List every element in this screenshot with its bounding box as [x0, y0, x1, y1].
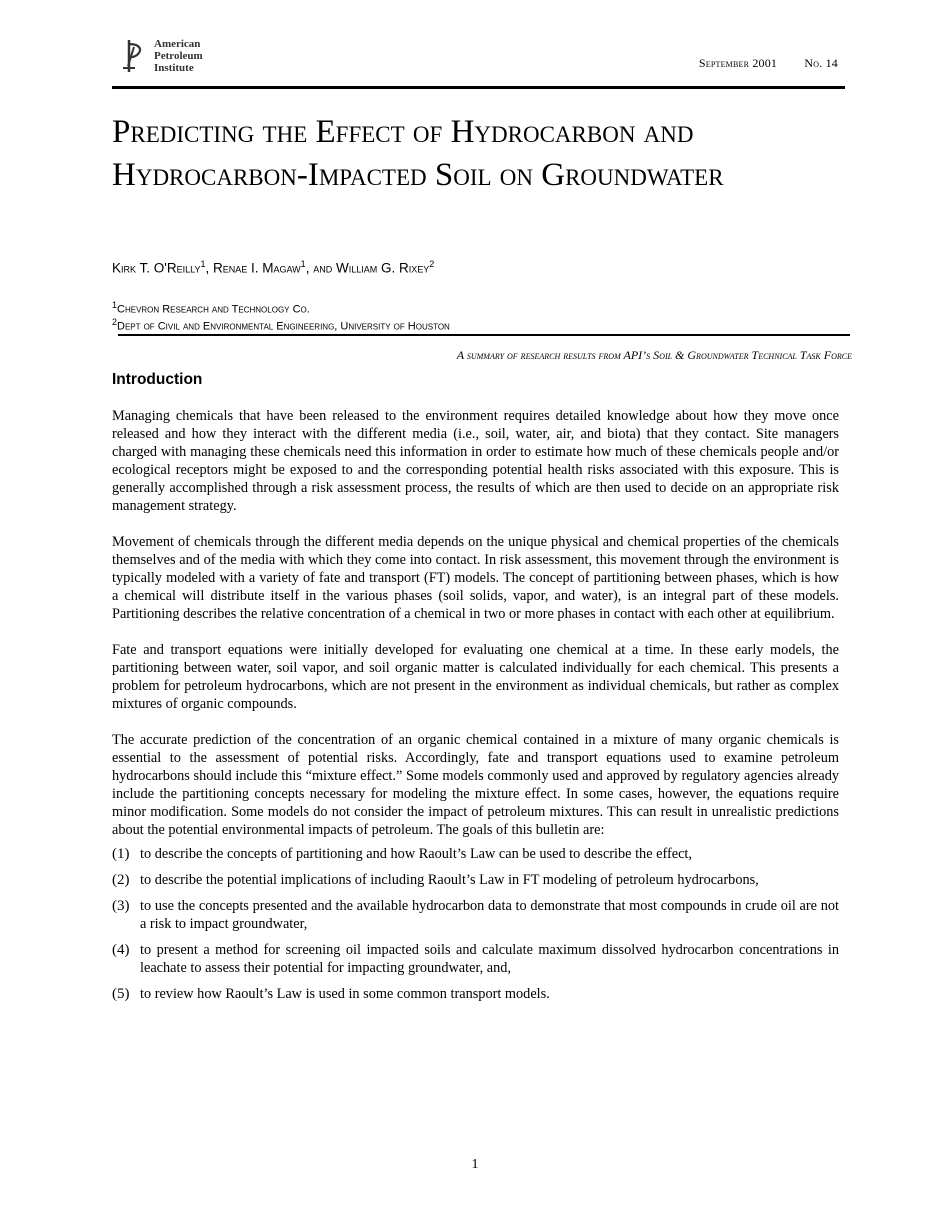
goal-item: [112, 845, 839, 863]
goal-item: [112, 871, 839, 889]
goal-item: [112, 985, 839, 1003]
goals-list: [112, 845, 839, 1003]
author-affiliation-mark: 2: [429, 259, 435, 269]
author-name: Renae I. Magaw: [212, 260, 301, 276]
goal-number: (1): [112, 846, 130, 862]
page-number: 1: [471, 1157, 479, 1172]
header-rule: [112, 86, 845, 89]
goal-text: to use the concepts presented and the available hydrocarbon data to demonstrate that most compounds in crude oil are not a risk to impact groundwater,: [140, 898, 839, 932]
goal-text: to review how Raoult’s Law is used in some common transport models.: [140, 986, 550, 1002]
header-meta: [699, 56, 838, 71]
affiliation-rule: [118, 334, 850, 336]
logo-text: [154, 38, 203, 74]
goal-text: to present a method for screening oil impacted soils and calculate maximum dissolved hydrocarbon concentrations in leachate to assess their potential for impacting groundwater, and,: [140, 942, 839, 976]
affiliation: [112, 317, 450, 333]
goal-item: [112, 941, 839, 977]
body-text: [112, 407, 839, 1011]
author-name: Kirk T. O'Reilly: [112, 260, 201, 276]
affiliation-text: Dept of Civil and Environmental Engineering, University of Houston: [117, 320, 450, 333]
api-logo-icon: [120, 38, 146, 74]
affiliation-mark: 1: [112, 300, 118, 310]
api-logo: [120, 38, 203, 74]
author-list: [112, 259, 434, 276]
paragraph: Movement of chemicals through the different media depends on the unique physical and chemical properties of the chemicals themselves and of the media with which they come into contact. In risk assessment, this movement through the environment is typically modeled with a variety of fate and transport (FT) models. The concept of partitioning between phases, which is how a chemical will distribute itself in the various phases (soil solids, vapor, and water), is an integral part of these models. Partitioning describes the relative concentration of a chemical in two or more phases in contact with each other at equilibrium.: [112, 534, 839, 622]
document-title: Predicting the Effect of Hydrocarbon and Hydrocarbon-Impacted Soil on Groundwater: [112, 114, 724, 193]
goal-number: (3): [112, 898, 130, 914]
author-name: William G. Rixey: [335, 260, 430, 276]
author-separator: , and: [305, 260, 336, 276]
paragraph: The accurate prediction of the concentration of an organic chemical contained in a mixture of many organic chemicals is essential to the assessment of potential risks. Accordingly, fate and transport equations used to examine petroleum hydrocarbons should include this “mixture effect.” Some models commonly used and approved by regulatory agencies already include the partitioning concepts necessary for modeling the mixture effect. In some cases, however, the equations require minor modification. Some models do not consider the impact of petroleum mixtures. This can result in unrealistic predictions about the potential environmental impacts of petroleum. The goals of this bulletin are:: [112, 732, 839, 838]
goal-number: (2): [112, 872, 130, 888]
author-affiliation-mark: 1: [300, 259, 306, 269]
goal-item: [112, 897, 839, 933]
author-affiliation-mark: 1: [200, 259, 206, 269]
summary-line: A summary of research results from API’s Soil & Groundwater Technical Task Force: [456, 348, 852, 362]
affiliation-text: Chevron Research and Technology Co.: [117, 303, 310, 316]
affiliation: [112, 300, 310, 316]
issue-date: September 2001: [698, 56, 778, 70]
section-heading: Introduction: [112, 371, 203, 388]
goal-text: to describe the potential implications of including Raoult’s Law in FT modeling of petroleum hydrocarbons,: [140, 872, 759, 888]
affiliation-mark: 2: [112, 317, 118, 327]
goal-number: (5): [112, 986, 130, 1002]
logo-line: Petroleum: [154, 50, 203, 62]
logo-line: American: [154, 38, 201, 50]
issue-number: No. 14: [804, 56, 838, 70]
logo-line: Institute: [154, 62, 194, 74]
goal-number: (4): [112, 942, 130, 958]
author-separator: ,: [205, 260, 213, 276]
paragraph: Managing chemicals that have been released to the environment requires detailed knowledge about how they move once released and how they interact with the different media (i.e., soil, water, air, and biota) that they contact. Site managers charged with managing these chemicals need this information in order to estimate how much of these chemicals people and/or ecological receptors might be exposed to and the corresponding potential health risks associated with this exposure. This is generally accomplished through a risk assessment process, the results of which are then used to decide on an appropriate risk management strategy.: [112, 408, 839, 514]
goal-text: to describe the concepts of partitioning and how Raoult’s Law can be used to describe the effect,: [140, 846, 692, 862]
paragraph: Fate and transport equations were initially developed for evaluating one chemical at a time. In these early models, the partitioning between water, soil vapor, and soil organic matter is calculated individually for each chemical. This presents a problem for petroleum hydrocarbons, which are not present in the environment as individual chemicals, but rather as complex mixtures of organic compounds.: [112, 642, 839, 712]
